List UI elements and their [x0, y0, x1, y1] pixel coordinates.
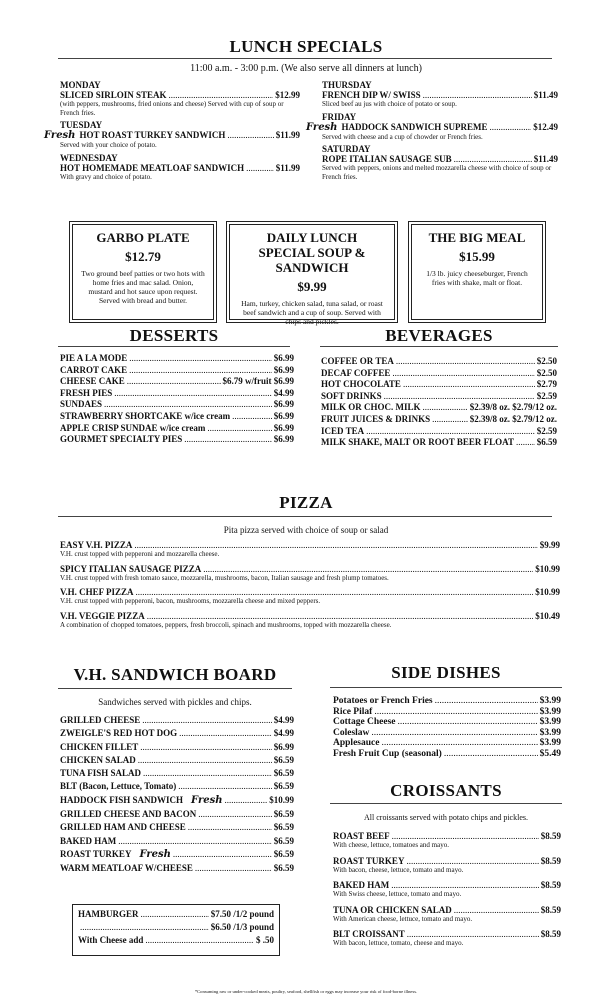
item-price: $2.50	[536, 367, 557, 378]
side-dishes-title: SIDE DISHES	[391, 663, 501, 682]
box-title: GARBO PLATE	[96, 230, 190, 245]
menu-item	[60, 809, 294, 819]
hamburger-box	[72, 904, 280, 956]
pizza-title: PIZZA	[279, 493, 333, 512]
dot-leader	[169, 90, 274, 100]
dot-leader	[138, 755, 272, 765]
dot-leader	[134, 540, 537, 550]
pizza-list	[60, 540, 560, 629]
item-desc: A combination of chopped tomatoes, peppers, fresh broccoli, spinach and mushrooms, topped with mozzarella cheese.	[60, 620, 392, 629]
dot-leader	[198, 809, 271, 819]
item-price: $11.99	[275, 130, 300, 140]
item-name: V.H. VEGGIE PIZZA	[60, 610, 145, 621]
dot-leader	[392, 368, 534, 378]
dot-leader	[147, 611, 534, 621]
item-name: HOT ROAST TURKEY SANDWICH	[79, 130, 226, 140]
menu-item	[60, 399, 294, 409]
item-desc: Sliced beef au jus with choice of potato or soup.	[322, 100, 457, 108]
item-price: $6.59	[273, 809, 294, 820]
item-price: $6.99	[273, 422, 294, 433]
item-name: V.H. CHEF PIZZA	[60, 587, 134, 597]
dot-leader	[143, 768, 272, 778]
dot-leader	[129, 353, 271, 363]
menu-item	[60, 423, 294, 433]
dot-leader	[188, 822, 272, 832]
menu-item	[60, 163, 300, 173]
fresh-label: Fresh	[191, 794, 223, 806]
item-price: $6.99	[273, 741, 294, 752]
item-name: HADDOCK FISH SANDWICH	[60, 794, 184, 805]
dot-leader	[423, 402, 468, 412]
item-price: $4.99	[273, 715, 294, 725]
menu-item	[321, 356, 557, 366]
item-price: $10.99	[535, 563, 560, 574]
item-name: FRESH PIES	[60, 387, 113, 398]
item-price: $8.59	[540, 880, 561, 890]
menu-item	[322, 90, 558, 100]
item-name: SLICED SIRLOIN STEAK	[60, 90, 167, 100]
dot-leader	[207, 423, 271, 433]
beverages-list	[321, 356, 557, 449]
item-name: STRAWBERRY SHORTCAKE w/ice cream	[60, 410, 231, 421]
item-price: $2.59	[536, 425, 557, 436]
fresh-label: Fresh	[44, 130, 76, 141]
dot-leader	[140, 742, 271, 752]
day-label: TUESDAY	[60, 120, 103, 130]
dot-leader	[366, 426, 535, 436]
menu-item	[60, 836, 294, 846]
item-price: $7.50 /1/2 pound	[210, 909, 274, 919]
item-name: FRENCH DIP W/ SWISS	[322, 90, 421, 100]
item-price: $ .50	[256, 935, 274, 945]
lunch-right-column	[306, 80, 558, 181]
item-desc: With Swiss cheese, lettuce, tomato and mayo.	[333, 890, 462, 898]
menu-item	[60, 564, 560, 574]
box-price: $12.79	[125, 249, 161, 264]
croissants-list	[333, 831, 561, 948]
item-name: BLT (Bacon, Lettuce, Tomato)	[60, 781, 177, 792]
fresh-label: Fresh	[139, 848, 171, 860]
item-price: $6.59	[273, 822, 294, 833]
item-price: $6.99	[273, 410, 294, 421]
item-name: CHEESE CAKE	[60, 376, 125, 387]
dot-leader	[391, 880, 539, 890]
hamburger-list	[73, 905, 279, 945]
item-price: $2.39/8 oz. $2.79/12 oz.	[469, 402, 557, 413]
menu-item	[306, 122, 558, 133]
day-label: MONDAY	[60, 80, 101, 90]
item-desc: Served with peppers, onions and melted mozzarella cheese with choice of soup or French fries.	[322, 164, 552, 181]
dot-leader	[398, 717, 538, 727]
item-name: ROAST BEEF	[333, 831, 390, 841]
desserts-list	[60, 353, 294, 446]
dot-leader	[184, 434, 272, 444]
item-price: $6.50 /1/3 pound	[210, 922, 274, 932]
dot-leader	[173, 849, 272, 859]
item-price: $4.99	[273, 387, 294, 398]
item-price: $6.59	[273, 781, 294, 792]
item-name: TUNA OR CHICKEN SALAD	[333, 904, 452, 915]
item-price: $6.59	[273, 848, 294, 859]
item-price: $12.49	[533, 121, 558, 132]
menu-item	[60, 795, 294, 806]
sandwich-board-title: V.H. SANDWICH BOARD	[73, 665, 277, 684]
item-name: GRILLED HAM AND CHEESE	[60, 822, 186, 833]
menu-item	[333, 717, 561, 727]
item-name: EASY V.H. PIZZA	[60, 540, 133, 550]
lunch-left-column	[44, 80, 300, 181]
garbo-plate-box	[72, 224, 214, 320]
item-price: $4.99	[273, 728, 294, 739]
menu-item	[333, 707, 561, 717]
item-name: WARM MEATLOAF W/CHEESE	[60, 863, 193, 874]
item-price: $6.59	[273, 835, 294, 846]
divider	[58, 688, 292, 689]
item-name: Applesauce	[333, 738, 380, 748]
item-price: $11.49	[533, 154, 558, 164]
menu-item	[60, 822, 294, 832]
item-name: SPICY ITALIAN SAUSAGE PIZZA	[60, 563, 202, 574]
dot-leader	[224, 795, 267, 805]
item-name: BAKED HAM	[333, 880, 390, 890]
item-price: $6.59	[273, 754, 294, 765]
menu-item	[333, 831, 561, 841]
item-price: $6.99	[273, 399, 294, 410]
item-price: $6.99	[273, 364, 294, 375]
big-meal-box	[411, 224, 543, 320]
divider	[330, 803, 562, 804]
menu-item	[60, 728, 294, 738]
menu-item	[60, 781, 294, 791]
item-price: $2.39/8 oz. $2.79/12 oz.	[469, 413, 557, 424]
item-price: $6.59	[273, 863, 294, 874]
day-label: SATURDAY	[322, 144, 371, 154]
menu-item	[333, 880, 561, 890]
box-desc: Two ground beef patties or two hots with home fries and mac salad. Onion, mustard and hot sauce upon request. Served with bread and butter.	[81, 269, 205, 305]
menu-item	[321, 368, 557, 378]
item-price: $10.49	[535, 610, 560, 621]
item-desc: With bacon, lettuce, tomato, cheese and mayo.	[333, 939, 464, 947]
item-name: HAMBURGER	[78, 909, 139, 919]
item-price: $3.99	[539, 696, 561, 706]
item-price: $8.59	[540, 904, 561, 915]
item-desc: Served with your choice of potato.	[60, 141, 157, 149]
item-price: $11.99	[275, 162, 300, 173]
box-title: DAILY LUNCH SPECIAL SOUP & SANDWICH	[258, 230, 366, 275]
item-name: MILK OR CHOC. MILK	[321, 402, 421, 413]
dot-leader	[232, 411, 272, 421]
item-desc: With American cheese, lettuce, tomato and mayo.	[333, 914, 473, 923]
dot-leader	[129, 365, 272, 375]
item-price: $9.99	[539, 540, 560, 550]
item-price: $3.99	[539, 717, 561, 727]
divider	[58, 58, 552, 59]
sandwich-list	[60, 715, 294, 877]
item-price: $8.59	[540, 831, 561, 841]
menu-item	[78, 922, 274, 932]
menu-item	[333, 738, 561, 748]
item-name: Cottage Cheese	[333, 717, 396, 727]
item-name: COFFEE OR TEA	[321, 356, 394, 366]
item-name: ROAST TURKEY	[333, 855, 405, 866]
item-price: $8.59	[540, 855, 561, 866]
dot-leader	[435, 696, 538, 706]
desserts-title: DESSERTS	[129, 326, 219, 345]
menu-item	[60, 411, 294, 421]
dot-leader	[454, 905, 539, 915]
item-desc: With cheese, lettuce, tomatoes and mayo.	[333, 841, 449, 849]
menu-item	[60, 587, 560, 597]
side-dishes-list	[333, 696, 561, 759]
item-name: ROPE ITALIAN SAUSAGE SUB	[322, 154, 452, 164]
dot-leader	[246, 163, 274, 173]
dot-leader	[384, 391, 535, 401]
item-name: APPLE CRISP SUNDAE w/ice cream	[60, 422, 206, 433]
croissants-title: CROISSANTS	[390, 781, 502, 800]
dot-leader	[145, 935, 254, 945]
dot-leader	[179, 728, 272, 738]
dot-leader	[178, 781, 271, 791]
item-desc: With gravy and choice of potato.	[60, 172, 152, 181]
divider	[330, 687, 562, 688]
item-price: $2.79	[536, 379, 557, 390]
day-label: FRIDAY	[322, 111, 357, 122]
dot-leader	[118, 836, 272, 846]
box-price: $15.99	[459, 249, 495, 264]
item-name: With Cheese add	[78, 935, 144, 945]
item-name: CHICKEN FILLET	[60, 741, 139, 752]
dot-leader	[516, 437, 535, 447]
item-price: $3.99	[539, 706, 561, 717]
dot-leader	[454, 154, 532, 164]
item-name: ICED TEA	[321, 425, 365, 436]
item-price: $6.99	[273, 434, 294, 445]
item-price: $6.59	[273, 768, 294, 779]
lunch-hours: 11:00 a.m. - 3:00 p.m. (We also serve all dinners at lunch)	[190, 63, 422, 74]
dot-leader	[195, 863, 272, 873]
menu-item	[60, 715, 294, 725]
item-name: CARROT CAKE	[60, 364, 128, 375]
menu-item	[333, 728, 561, 738]
item-desc: V.H. crust topped with pepperoni and mozzarella cheese.	[60, 550, 220, 558]
dot-leader	[396, 356, 535, 366]
item-name: SOFT DRINKS	[321, 390, 382, 401]
item-name: HOT HOMEMADE MEATLOAF SANDWICH	[60, 162, 245, 173]
dot-leader	[203, 564, 533, 574]
dot-leader	[406, 856, 538, 866]
menu-item	[321, 391, 557, 401]
item-name: Fresh Fruit Cup (seasonal)	[333, 748, 442, 759]
box-desc: 1/3 lb. juicy cheeseburger, French fries with shake, malt or float.	[426, 269, 528, 287]
menu-item	[322, 154, 558, 164]
item-desc: With bacon, cheese, lettuce, tomato and mayo.	[333, 865, 464, 874]
item-name: PIE A LA MODE	[60, 353, 128, 363]
fresh-label: Fresh	[306, 121, 338, 133]
dot-leader	[136, 587, 534, 597]
item-name: GRILLED CHEESE AND BACON	[60, 809, 197, 820]
item-name: Coleslaw	[333, 727, 370, 738]
menu-item	[60, 90, 300, 100]
box-price: $9.99	[297, 279, 327, 294]
item-price: $8.59	[540, 929, 561, 939]
item-price: $12.99	[275, 90, 300, 100]
item-name: GRILLED CHEESE	[60, 715, 141, 725]
dot-leader	[80, 922, 209, 932]
item-price: $11.49	[533, 90, 558, 100]
croissants-subtitle: All croissants served with potato chips and pickles.	[364, 813, 528, 822]
dot-leader	[381, 738, 537, 748]
menu-item	[60, 742, 294, 752]
dot-leader	[104, 399, 272, 409]
item-name: SUNDAES	[60, 399, 103, 410]
item-price: $6.59	[536, 437, 557, 448]
menu-item	[78, 909, 274, 919]
item-desc: Served with cheese and a cup of chowder or French fries.	[322, 132, 483, 141]
box-desc: Ham, turkey, chicken salad, tuna salad, or roast beef sandwich and a cup of soup. Served with chips and pickles.	[241, 299, 383, 326]
menu-item	[60, 353, 294, 363]
dot-leader	[142, 715, 271, 725]
menu-item	[44, 130, 300, 141]
dot-leader	[489, 122, 531, 132]
menu-item	[321, 379, 557, 389]
day-label: THURSDAY	[322, 80, 372, 90]
footnote: *Consuming raw or under-cooked meats, poultry, seafood, shellfish or eggs may increase your risk of food-borne illness.	[194, 989, 418, 994]
dot-leader	[423, 90, 532, 100]
item-desc: (with peppers, mushrooms, fried onions and cheese) Served with cup of soup or French fries.	[60, 100, 284, 117]
item-name: BLT CROISSANT	[333, 929, 405, 939]
dot-leader	[114, 388, 271, 398]
daily-lunch-special-box	[229, 224, 395, 326]
item-price: $6.79 w/fruit $6.99	[222, 376, 294, 387]
item-name: MILK SHAKE, MALT OR ROOT BEER FLOAT	[321, 437, 514, 448]
item-name: GOURMET SPECIALTY PIES	[60, 434, 183, 445]
beverages-title: BEVERAGES	[385, 326, 493, 345]
item-name: CHICKEN SALAD	[60, 754, 136, 765]
menu-item	[78, 935, 274, 945]
item-name: DECAF COFFEE	[321, 367, 391, 378]
menu-item	[333, 929, 561, 939]
item-price: $3.99	[539, 738, 561, 748]
item-price: $6.99	[273, 353, 294, 363]
dot-leader	[403, 379, 535, 389]
dot-leader	[374, 707, 537, 717]
item-price: $2.50	[536, 356, 557, 366]
dot-leader	[432, 414, 468, 424]
menu-item	[321, 402, 557, 412]
menu-item	[60, 388, 294, 398]
item-price: $3.99	[539, 727, 561, 738]
day-label: WEDNESDAY	[60, 152, 118, 163]
lunch-specials-title: LUNCH SPECIALS	[229, 37, 383, 56]
dot-leader	[141, 909, 209, 919]
item-price: $2.59	[536, 390, 557, 401]
item-name: TUNA FISH SALAD	[60, 768, 142, 779]
box-title: THE BIG MEAL	[428, 230, 526, 245]
pizza-subtitle: Pita pizza served with choice of soup or salad	[223, 525, 389, 535]
item-price: $10.99	[535, 587, 560, 597]
dot-leader	[444, 749, 538, 759]
dot-leader	[407, 929, 539, 939]
item-name: HADDOCK SANDWICH SUPREME	[341, 121, 488, 132]
dot-leader	[127, 376, 221, 386]
menu-item	[60, 434, 294, 444]
item-name: ROAST TURKEY	[60, 848, 132, 859]
menu-item	[60, 849, 294, 860]
menu-item	[321, 426, 557, 436]
menu-item	[60, 365, 294, 375]
menu-item	[333, 696, 561, 706]
menu-item	[60, 768, 294, 778]
menu-item	[321, 437, 557, 447]
menu-item	[321, 414, 557, 424]
divider	[58, 346, 290, 347]
item-name: ZWEIGLE'S RED HOT DOG	[60, 728, 178, 739]
menu-item	[60, 863, 294, 873]
menu-item	[333, 856, 561, 866]
item-name: BAKED HAM	[60, 835, 117, 846]
item-name: HOT CHOCOLATE	[321, 379, 401, 390]
item-desc: V.H. crust topped with pepperoni, bacon, mushrooms, mozzarella cheese and mixed peppers.	[60, 597, 321, 605]
item-price: $10.99	[269, 794, 294, 805]
dot-leader	[392, 831, 539, 841]
sandwich-subtitle: Sandwiches served with pickles and chips.	[98, 697, 252, 707]
menu-item	[60, 611, 560, 621]
menu-item	[60, 376, 294, 386]
item-price: $5.49	[539, 748, 561, 759]
item-name: FRUIT JUICES & DRINKS	[321, 413, 431, 424]
menu-item	[333, 749, 561, 759]
divider	[58, 516, 552, 517]
menu-item	[333, 905, 561, 915]
menu-item	[60, 755, 294, 765]
menu-item	[60, 540, 560, 550]
dot-leader	[371, 728, 537, 738]
item-name: Rice Pilaf	[333, 706, 373, 717]
item-desc: V.H. crust topped with fresh tomato sauce, mozzarella, mushrooms, bacon, Italian sausage and fresh plump tomatoes.	[60, 573, 389, 582]
dot-leader	[227, 130, 273, 140]
divider	[320, 346, 558, 347]
item-name: Potatoes or French Fries	[333, 696, 433, 706]
